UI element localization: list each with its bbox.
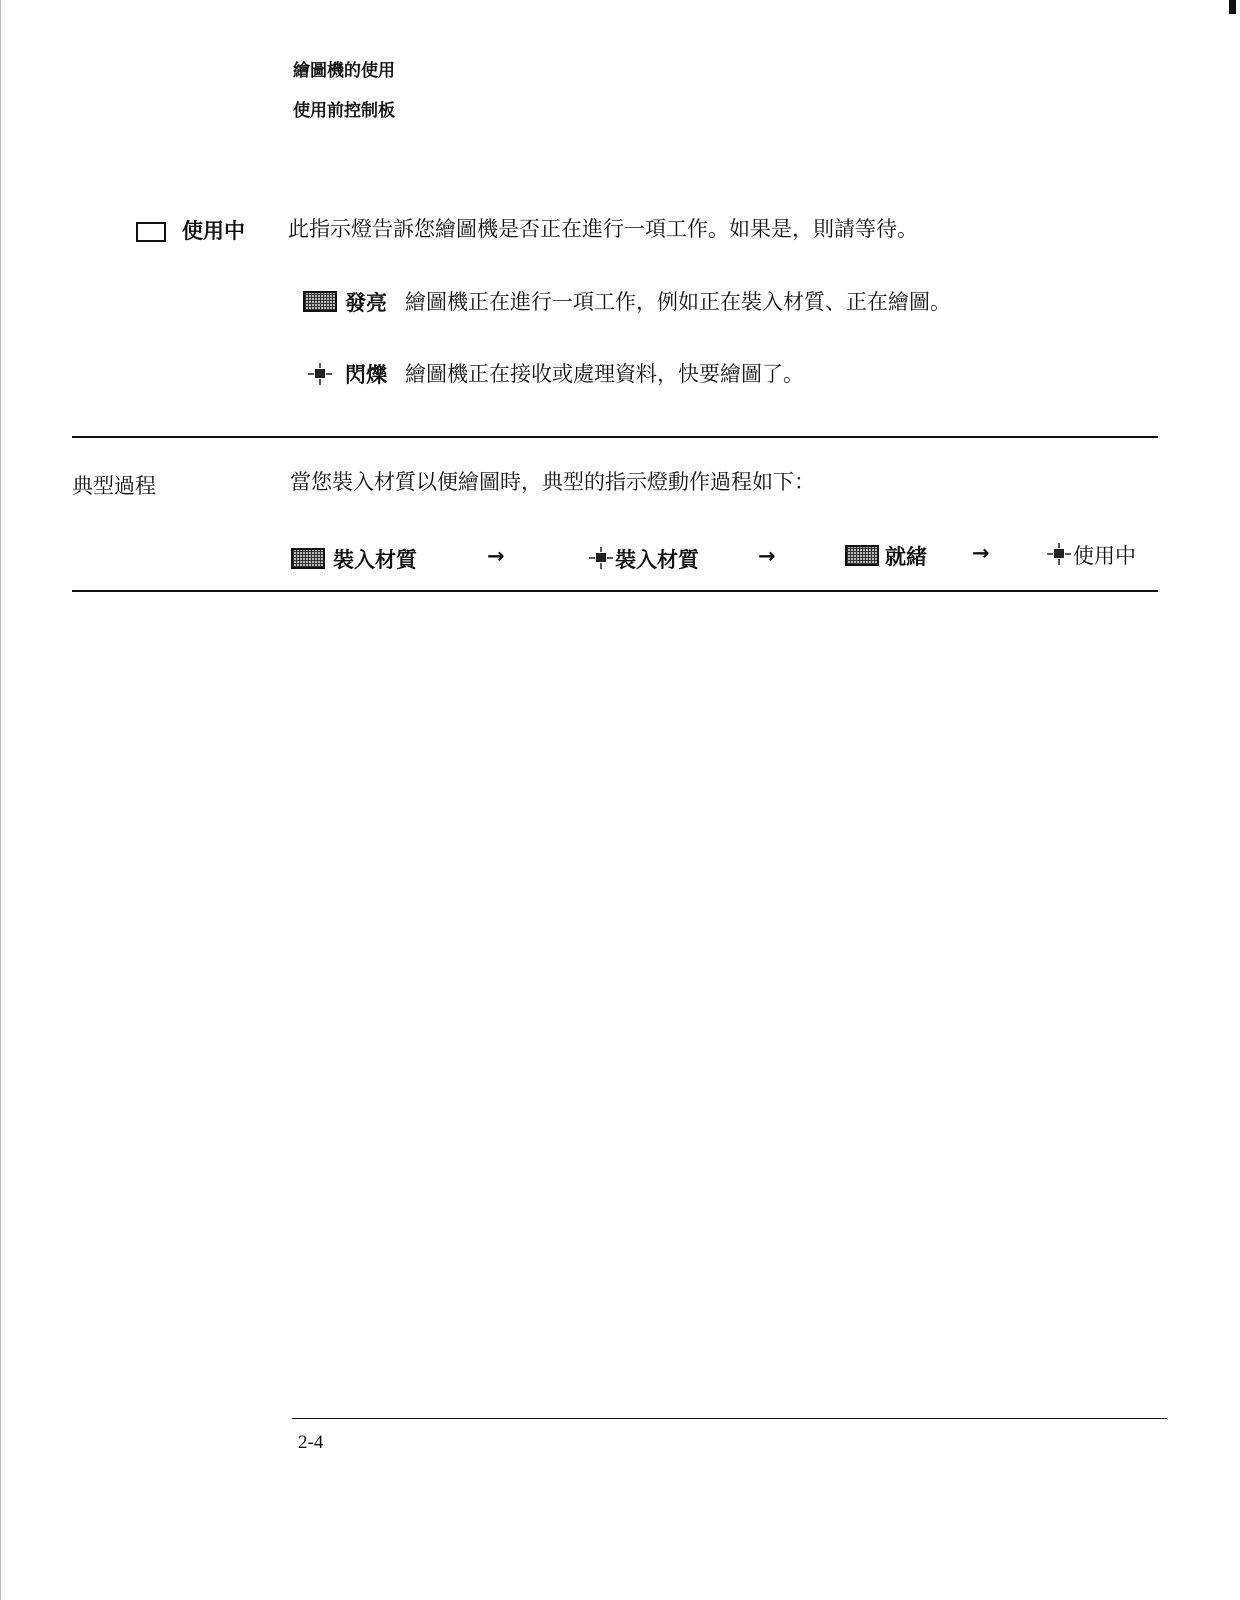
arrow-1: → [487, 544, 505, 568]
corner-mark [1229, 0, 1236, 14]
led-off-icon [136, 222, 166, 242]
step-2-icon-wrap [588, 547, 614, 573]
step-3-label: 就緒 [885, 545, 927, 569]
step-2-label: 裝入材質 [615, 548, 699, 572]
step-4-icon-wrap [1046, 543, 1072, 569]
state-lit-label: 發亮 [345, 291, 387, 315]
arrow-2: → [758, 544, 776, 568]
state-flash-text: 繪圖機正在接收或處理資料，快要繪圖了。 [405, 362, 804, 386]
page-number: 2-4 [298, 1432, 324, 1453]
footer-rule [292, 1418, 1167, 1419]
busy-indicator-label: 使用中 [182, 219, 245, 243]
led-lit-icon [845, 545, 879, 566]
subsection-title: 使用前控制板 [293, 101, 395, 121]
led-flashing-icon [1046, 543, 1072, 565]
led-lit-icon [303, 291, 337, 312]
left-edge-mark [0, 0, 1, 1600]
state-flash-label: 閃爍 [345, 363, 387, 387]
busy-indicator-description: 此指示燈告訴您繪圖機是否正在進行一項工作。如果是，則請等待。 [288, 217, 918, 241]
state-flash-icon-wrap [307, 363, 333, 385]
busy-indicator-led [136, 221, 166, 242]
typical-sequence-intro: 當您裝入材質以便繪圖時，典型的指示燈動作過程如下： [290, 470, 815, 494]
step-3-icon-wrap [845, 545, 879, 566]
typical-sequence-heading: 典型過程 [72, 474, 156, 498]
section-rule-bottom [72, 590, 1158, 592]
arrow-3: → [972, 541, 990, 565]
step-1-label: 裝入材質 [333, 548, 417, 572]
step-1-icon-wrap [291, 548, 325, 569]
section-title: 繪圖機的使用 [293, 61, 395, 81]
state-lit-text: 繪圖機正在進行一項工作，例如正在裝入材質、正在繪圖。 [405, 290, 951, 314]
section-rule-top [72, 436, 1158, 438]
led-lit-icon [291, 548, 325, 569]
led-flashing-icon [307, 363, 333, 385]
state-lit-row [303, 291, 337, 312]
step-4-label: 使用中 [1073, 544, 1136, 568]
led-flashing-icon [588, 547, 614, 569]
